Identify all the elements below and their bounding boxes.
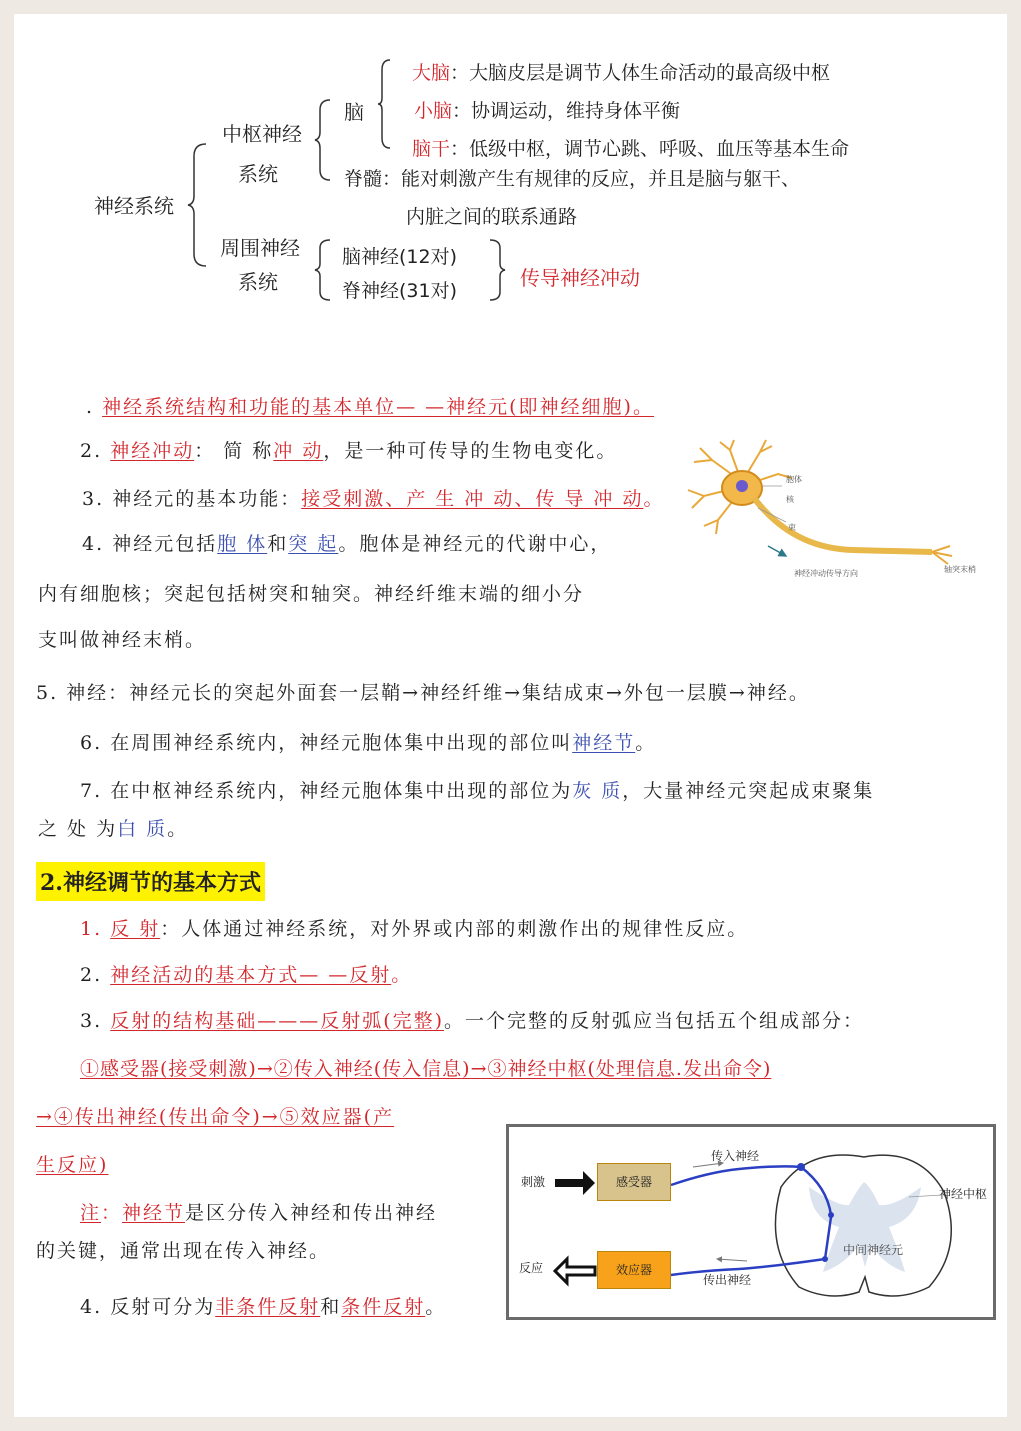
neuron-illustration [682,438,982,588]
stimulus-arrow [555,1171,595,1195]
item-6 [80,728,656,755]
central-brace [314,98,332,182]
s2-item-2-end: 。 [391,964,413,986]
item-4-num: 4. [82,533,105,555]
receptor-box: 感受器 [597,1163,671,1201]
brainstem-label: 脑干 [412,138,451,160]
response-arrow [555,1259,595,1283]
note-text: 是区分传入神经和传出神经 [185,1202,438,1224]
brain-brace [376,58,392,150]
spinal-cord-line-1: 脊髓：能对刺激产生有规律的反应，并且是脑与躯干、 [344,168,801,190]
conditioned-reflex: 条件反射 [341,1296,426,1318]
item-4-and: 和 [267,533,289,555]
item-6-num: 6. [80,732,103,754]
item-4-b: 。胞体是神经元的代谢中心， [338,533,612,555]
brainstem-text: ：低级中枢，调节心跳、呼吸、血压等基本生命 [450,138,850,160]
brain-label: 脑 [344,100,364,124]
note-ganglion: 神经节 [122,1202,186,1224]
cerebellum-text: ：协调运动，维持身体平衡 [452,100,681,122]
response-label: 反应 [519,1261,544,1275]
note-line-2: 的关键，通常出现在传入神经。 [36,1240,331,1262]
s2-item-2-num: 2. [80,964,103,986]
tree-root-brace [186,142,208,268]
peripheral-label-1: 周围神经 [220,236,300,260]
s2-item-3 [80,1006,864,1033]
item-6-ganglion: 神经节 [572,732,636,754]
document-page [14,14,1007,1417]
s2-item-1-term: 反 射 [110,918,161,940]
s2-item-2 [80,960,412,987]
interneuron-label: 中间神经元 [843,1243,904,1257]
cerebellum-label: 小脑 [414,100,453,122]
item-6-end: 。 [635,732,657,754]
reflex-arc-line-3: 生反应) [36,1154,109,1176]
item-4-line-2: 内有细胞核；突起包括树突和轴突。神经纤维末端的细小分 [38,583,585,605]
item-4-process: 突 起 [288,533,339,555]
neuron-label-terminal: 轴突末梢 [944,565,976,574]
item-2-term: 神经冲动 [110,440,195,462]
neuron-label-direction: 神经冲动传导方向 [794,569,858,578]
spinal-cord-line-2: 内脏之间的联系通路 [406,206,578,228]
s2-item-1-num: 1. [80,918,103,940]
s2-item-4-text: 反射可分为 [110,1296,216,1318]
note-label: 注 [80,1202,102,1224]
reflex-arc-diagram [506,1124,996,1320]
item-1-dot: . [86,396,95,418]
afferent-label: 传入神经 [711,1149,760,1163]
item-2-mid: ： 简 称 [194,440,274,462]
item-3-text: 神经元的基本功能： [112,488,302,510]
s2-item-2-term: 神经活动的基本方式— —反射 [110,964,392,986]
item-7-num: 7. [80,780,103,802]
item-7-white-matter: 白 质 [117,818,168,840]
conduct-impulse: 传导神经冲动 [520,266,640,290]
item-3 [82,484,664,511]
item-3-end: 。 [643,488,665,510]
reflex-arc-line-1: ①感受器(接受刺激)→②传入神经(传入信息)→③神经中枢(处理信息.发出命令) [80,1058,772,1080]
s2-item-3-num: 3. [80,1010,103,1032]
item-7-line2a: 之 处 为 [38,818,118,840]
center-label: 神经中枢 [939,1187,988,1201]
central-label-1: 中枢神经 [222,122,302,146]
item-3-term: 接受刺激、产 生 冲 动、传 导 冲 动 [301,488,644,510]
reflex-arc-line-2: →④传出神经(传出命令)→⑤效应器(产 [36,1106,395,1128]
item-3-num: 3. [82,488,105,510]
s2-item-4 [80,1292,446,1319]
item-4-line-3: 支叫做神经末梢。 [38,629,207,651]
efferent-label: 传出神经 [703,1273,752,1287]
item-7-line-2 [38,814,188,841]
tree-root: 神经系统 [94,194,174,218]
item-1 [86,392,654,419]
s2-item-4-end: 。 [425,1296,447,1318]
brainstem-line [412,134,849,161]
neuron-label-body: 胞体 [786,475,802,484]
note-colon: ： [101,1202,123,1224]
cerebrum-text: ：大脑皮层是调节人体生命活动的最高级中枢 [450,62,831,84]
item-7-gray-matter: 灰 质 [572,780,623,802]
item-1-text: 神经系统结构和功能的基本单位— —神经元(即神经细胞)。 [102,396,654,418]
cerebrum-line [412,58,830,85]
effector-box: 效应器 [597,1251,671,1289]
item-4-cell-body: 胞 体 [217,533,268,555]
neuron-label-fiber: 束 [788,523,796,532]
stimulus-label: 刺激 [521,1175,546,1189]
spinal-nerves: 脊神经(31对) [342,280,458,302]
item-2-term2: 冲 动 [273,440,324,462]
peripheral-brace [314,238,332,302]
s2-item-3-term: 反射的结构基础———反射弧(完整) [110,1010,445,1032]
s2-item-1-text: ：人体通过神经系统，对外界或内部的刺激作出的规律性反应。 [160,918,749,940]
unconditioned-reflex: 非条件反射 [215,1296,321,1318]
item-4-line-1 [82,529,611,556]
afferent-fiber [671,1166,801,1185]
note-line-1 [80,1198,437,1225]
cerebrum-label: 大脑 [412,62,451,84]
s2-item-4-num: 4. [80,1296,103,1318]
cerebellum-line [414,96,680,123]
cranial-nerves: 脑神经(12对) [342,246,458,268]
item-5: 5. 神经：神经元长的突起外面套一层鞘→神经纤维→集结成束→外包一层膜→神经。 [36,682,810,704]
section-2-heading: 2.神经调节的基本方式 [36,862,265,901]
item-6-text: 在周围神经系统内，神经元胞体集中出现的部位叫 [110,732,573,754]
item-2-end: ，是一种可传导的生物电变化。 [323,440,618,462]
neuron-label-nucleus: 核 [786,495,794,504]
item-7-line-1 [80,776,874,803]
item-7-b: ，大量神经元突起成束聚集 [622,780,875,802]
item-2-num: 2. [80,440,103,462]
s2-item-4-and: 和 [320,1296,342,1318]
central-label-2: 系统 [238,162,278,186]
item-4-a: 神经元包括 [112,533,218,555]
item-7-text: 在中枢神经系统内，神经元胞体集中出现的部位为 [110,780,573,802]
peripheral-label-2: 系统 [238,270,278,294]
s2-item-3-text: 。一个完整的反射弧应当包括五个组成部分： [444,1010,865,1032]
item-2 [80,436,617,463]
nerves-right-brace [488,238,506,302]
item-7-end: 。 [167,818,189,840]
s2-item-1 [80,914,748,941]
